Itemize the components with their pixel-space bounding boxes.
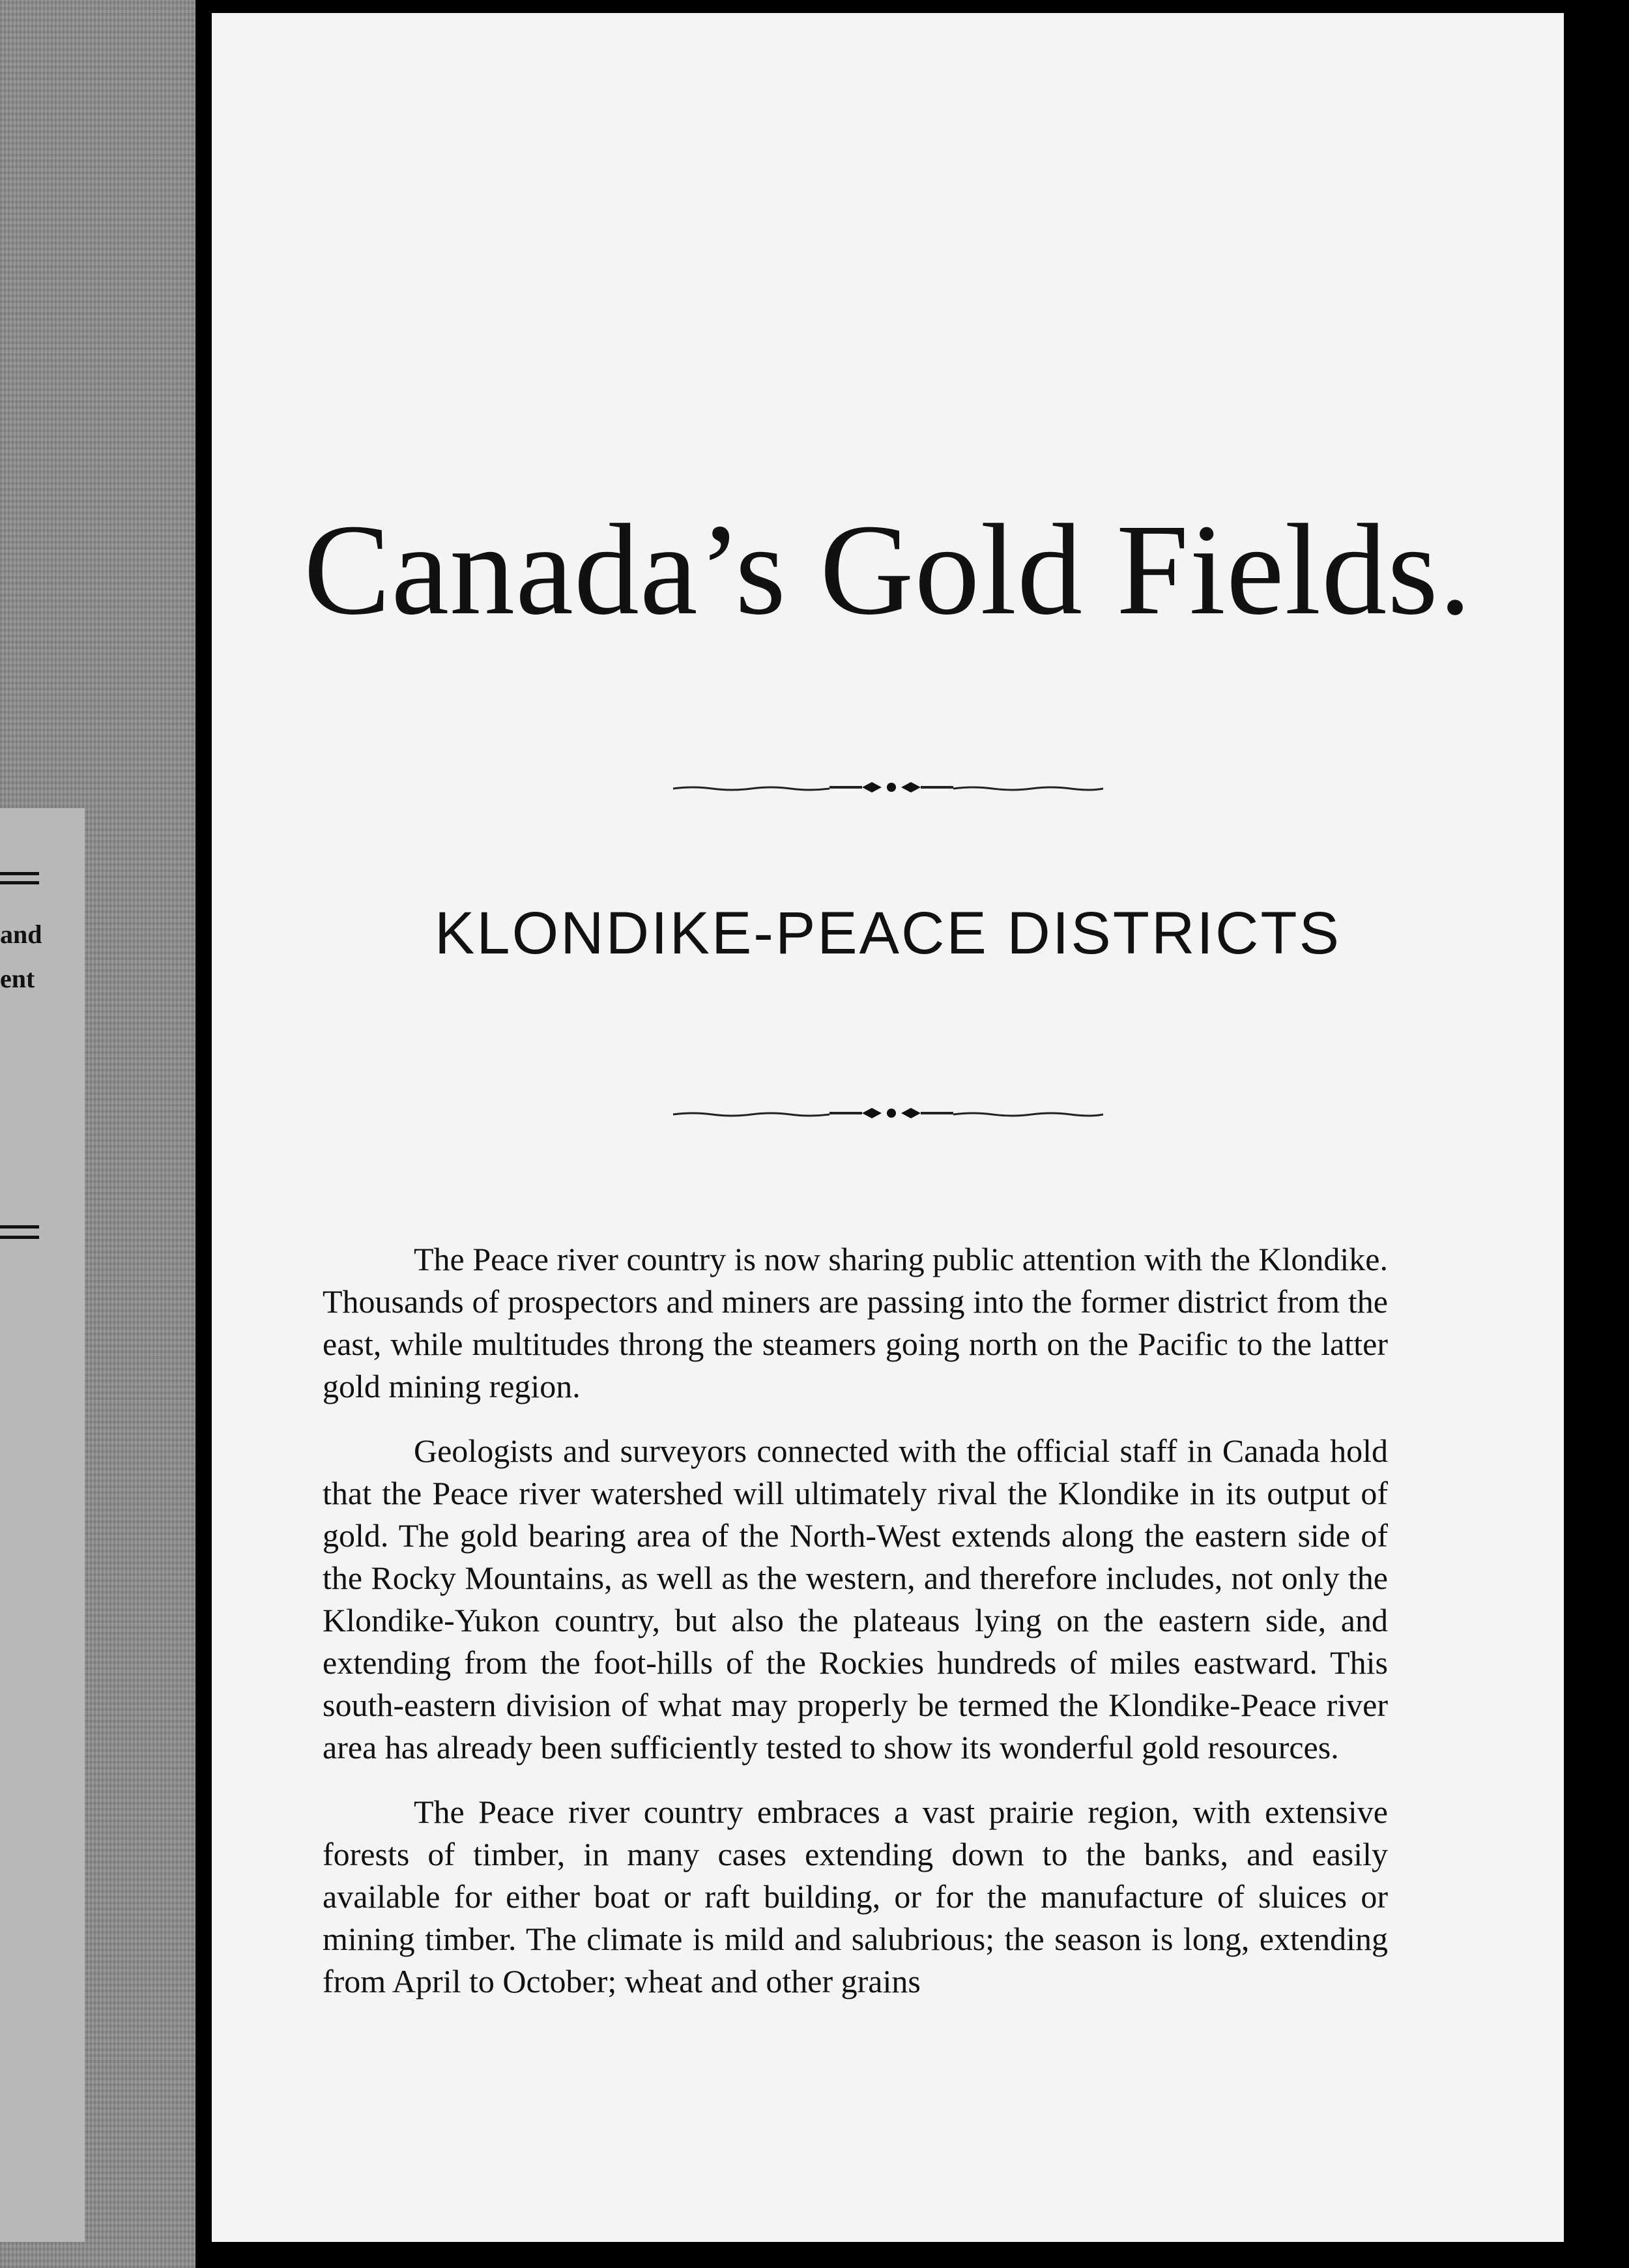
margin-rule (0, 881, 39, 884)
section-heading: KLONDIKE-PEACE DISTRICTS (435, 900, 1341, 967)
margin-text-fragment: ent (0, 964, 35, 993)
paragraph: Geologists and surveyors connected with the official staff in Canada hold that the Peace river watershed will ultimately rival the Klondike in its output of gold. The gold bearing area of the North-West extends along the eastern side of the Rocky Mountains, as well as the western, and therefore includes, not only the Klondike-Yukon country, but also the plateaus lying on the eastern side, and extending from the foot-hills of the Rockies hundreds of miles eastward. This south-eastern division of what may properly be termed the Klondike-Peace river area has already been sufficiently tested to show its wonderful gold resources. (323, 1432, 1388, 1766)
paragraph: The Peace river country embraces a vast prairie region, with extensive forests of timber, in many cases extending down to the banks, and easily available for either boat or raft building, or for the manufacture of sluices or mining timber. The climate is mild and salubrious; the season is long, extending from April to October; wheat and other grains (323, 1794, 1388, 1999)
body-text (323, 1238, 1388, 2003)
margin-rule (0, 1225, 39, 1228)
margin-text-fragment: and (0, 920, 42, 949)
document-page (212, 13, 1564, 2242)
page-title: Canada’s Gold Fields. (303, 498, 1473, 642)
previous-page-margin (0, 0, 209, 2268)
margin-rule (0, 872, 39, 875)
torn-page-edge (0, 808, 85, 2242)
ornamental-divider (212, 1100, 1564, 1126)
margin-rule (0, 1236, 39, 1239)
paragraph: The Peace river country is now sharing public attention with the Klondike. Thousands of prospectors and miners are passing into the former district from the east, while multitudes throng the steamers going north on the Pacific to the latter gold mining region. (323, 1241, 1388, 1404)
ornamental-divider (212, 774, 1564, 800)
